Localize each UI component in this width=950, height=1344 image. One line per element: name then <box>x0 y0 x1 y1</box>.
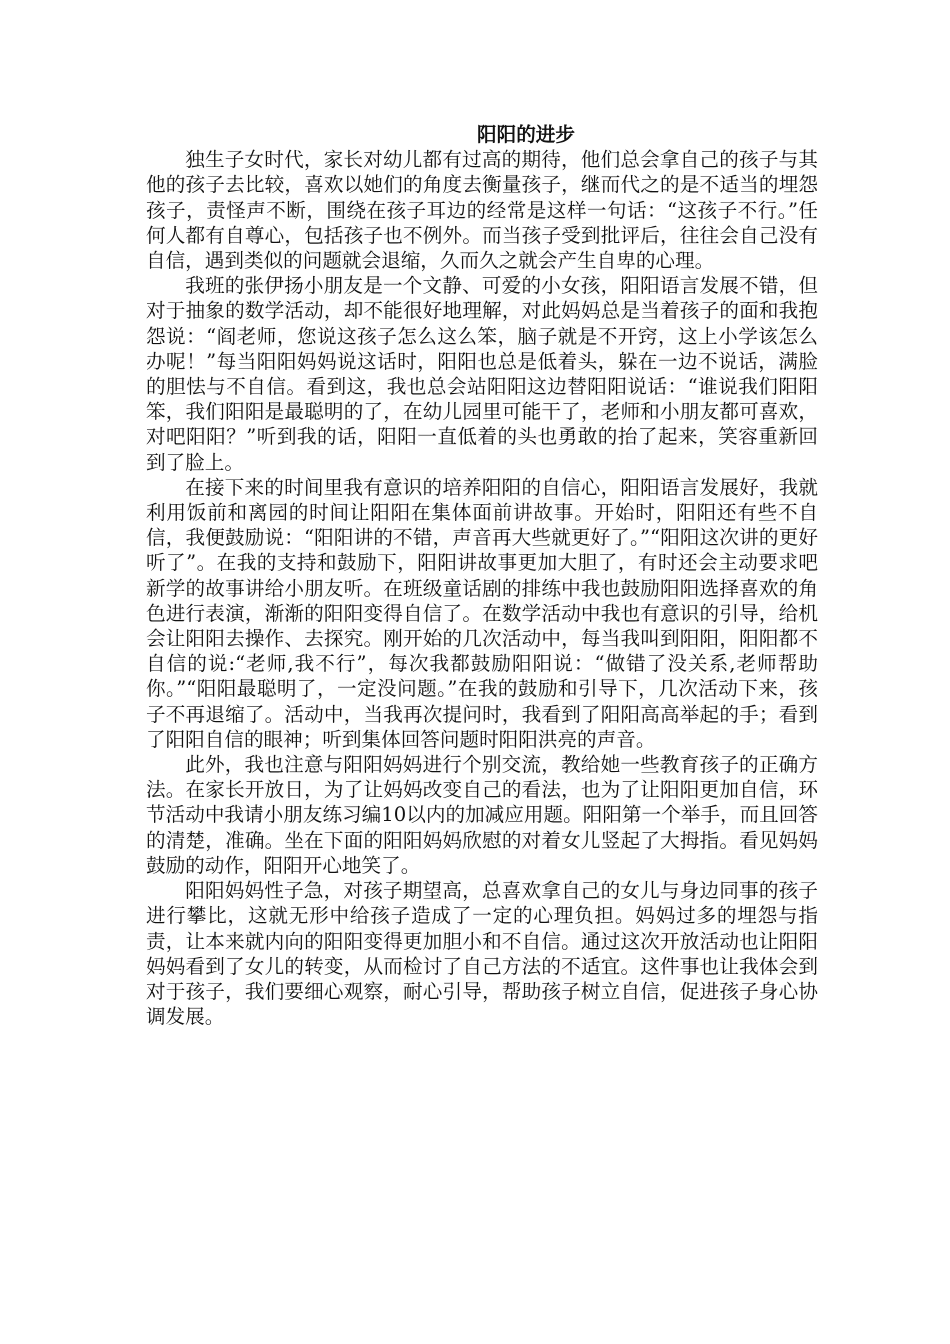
paragraph-1: 独生子女时代，家长对幼儿都有过高的期待，他们总会拿自己的孩子与其他的孩子去比较，喜欢以她们的角度去衡量孩子，继而代之的是不适当的埋怨孩子，责怪声不断，围绕在孩子耳边的经常是这样一句话：“这孩子不行。”任何人都有自尊心，包括孩子也不例外。而当孩子受到批评后，往往会自己没有自信，遇到类似的问题就会退缩，久而久之就会产生自卑的心理。 <box>146 148 818 273</box>
paragraph-4: 此外，我也注意与阳阳妈妈进行个别交流，教给她一些教育孩子的正确方法。在家长开放日，为了让妈妈改变自己的看法，也为了让阳阳更加自信，环节活动中我请小朋友练习编10以内的加减应用题。阳阳第一个举手，而且回答的清楚，准确。坐在下面的阳阳妈妈欣慰的对着女儿竖起了大拇指。看见妈妈鼓励的动作，阳阳开心地笑了。 <box>146 753 818 877</box>
paragraph-5: 阳阳妈妈性子急，对孩子期望高，总喜欢拿自己的女儿与身边同事的孩子进行攀比，这就无形中给孩子造成了一定的心理负担。妈妈过多的埋怨与指责，让本来就内向的阳阳变得更加胆小和不自信。通过这次开放活动也让阳阳妈妈看到了女儿的转变，从而检讨了自己方法的不适宜。这件事也让我体会到对于孩子，我们要细心观察，耐心引导，帮助孩子树立自信，促进孩子身心协调发展。 <box>146 879 818 1029</box>
paragraph-3: 在接下来的时间里我有意识的培养阳阳的自信心，阳阳语言发展好，我就利用饭前和离园的时间让阳阳在集体面前讲故事。开始时，阳阳还有些不自信，我便鼓励说：“阳阳讲的不错，声音再大些就更好了。”“阳阳这次讲的更好听了”。在我的支持和鼓励下，阳阳讲故事更加大胆了，有时还会主动要求吧新学的故事讲给小朋友听。在班级童话剧的排练中我也鼓励阳阳选择喜欢的角色进行表演，渐渐的阳阳变得自信了。在数学活动中我也有意识的引导，给机会让阳阳去操作、去探究。刚开始的几次活动中，每当我叫到阳阳，阳阳都不自信的说:“老师,我不行”，每次我都鼓励阳阳说：“做错了没关系,老师帮助你。”“阳阳最聪明了，一定没问题。”在我的鼓励和引导下，几次活动下来，孩子不再退缩了。活动中，当我再次提问时，我看到了阳阳高高举起的手；看到了阳阳自信的眼神；听到集体回答问题时阳阳洪亮的声音。 <box>146 475 818 751</box>
document-title: 阳阳的进步 <box>477 123 575 146</box>
paragraph-2: 我班的张伊扬小朋友是一个文静、可爱的小女孩，阳阳语言发展不错，但对于抽象的数学活动，却不能很好地理解，对此妈妈总是当着孩子的面和我抱怨说：“阎老师，您说这孩子怎么这么笨，脑子就是不开窍，这上小学该怎么办呢！”每当阳阳妈妈说这话时，阳阳也总是低着头，躲在一边不说话，满脸的胆怯与不自信。看到这，我也总会站阳阳这边替阳阳说话：“谁说我们阳阳笨，我们阳阳是最聪明的了，在幼儿园里可能干了，老师和小朋友都可喜欢，对吧阳阳？”听到我的话，阳阳一直低着的头也勇敢的抬了起来，笑容重新回到了脸上。 <box>146 274 818 474</box>
document-body <box>146 122 818 1029</box>
